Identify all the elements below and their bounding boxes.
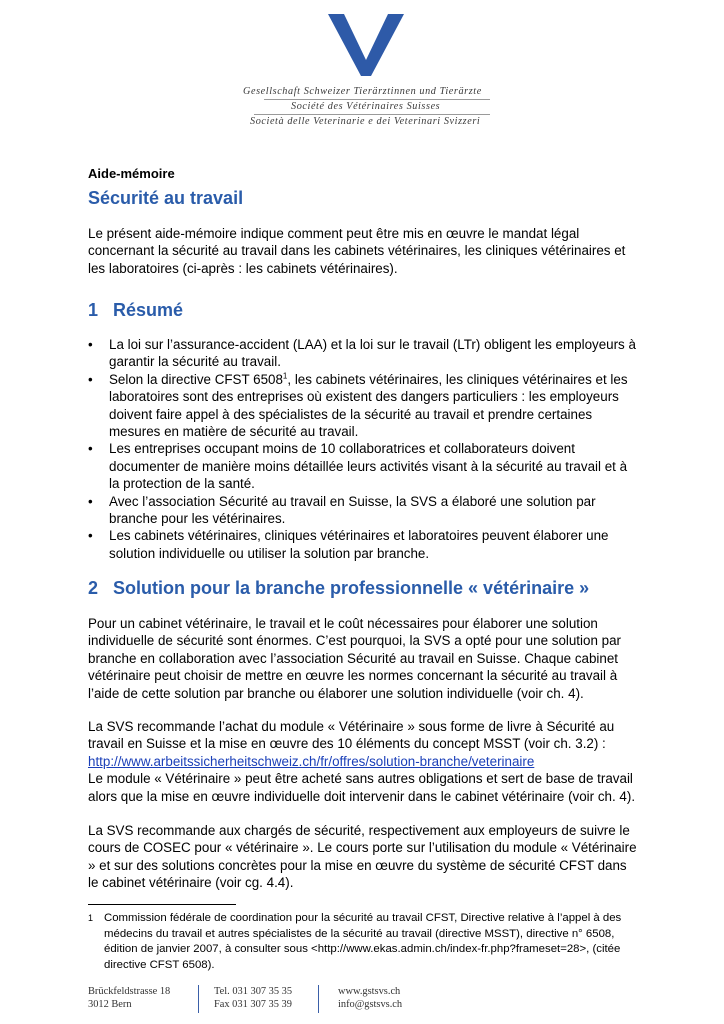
summary-list	[88, 336, 640, 562]
document-kicker: Aide-mémoire	[88, 166, 175, 181]
list-item: • La loi sur l’assurance-accident (LAA) et la loi sur le travail (LTr) obligent les employeurs à garantir la sécurité au travail.	[88, 337, 636, 370]
footnote-divider	[88, 904, 236, 905]
bullet-icon: •	[88, 371, 93, 387]
module-link[interactable]: http://www.arbeitssicherheitschweiz.ch/fr/offres/solution-branche/veterinaire	[88, 753, 535, 769]
section-heading-1	[88, 300, 183, 321]
bullet-icon: •	[88, 441, 93, 457]
bullet-icon: •	[88, 528, 93, 544]
bullet-icon: •	[88, 493, 93, 509]
intro-paragraph: Le présent aide-mémoire indique comment peut être mis en œuvre le mandat légal concernant la sécurité au travail dans les cabinets vétérinaires, les cliniques vétérinaires et les laboratoires (ci-après : les cabinets vétérinaires).	[88, 226, 626, 276]
list-item: • Avec l’association Sécurité au travail en Suisse, la SVS a élaboré une solution par branche pour les vétérinaires.	[88, 493, 596, 527]
association-name-de: Gesellschaft Schweizer Tierärztinnen und Tierärzte	[243, 86, 482, 97]
footer-divider	[198, 985, 199, 1013]
body-paragraph: Pour un cabinet vétérinaire, le travail et le coût nécessaires pour élaborer une solution individuelle de sécurité sont énormes. C’est pourquoi, la SVS a opté pour une solution par branche en collaboration avec l’association Sécurité au travail en Suisse. Chaque cabinet vétérinaire peut choisir de mettre en œuvre les normes concernant la sécurité au travail à l’aide de cette solution par branche ou élaborer une solution individuelle (voir ch. 4).	[88, 616, 621, 701]
list-item: • Les cabinets vétérinaires, cliniques vétérinaires et laboratoires peuvent élaborer une solution individuelle ou utiliser la solution par branche.	[88, 528, 609, 561]
footnote	[88, 911, 640, 973]
body-paragraph: La SVS recommande l’achat du module « Vétérinaire » sous forme de livre à Sécurité au travail en Suisse et la mise en œuvre des 10 éléments du concept MSST (voir ch. 3.2) : http://www.arbeitssicherheitschweiz.ch/fr/offres/solution-branche/veterinaire Le module « Vétérinaire » peut être acheté sans autres obligations et sert de base de travail alors que la mise en œuvre individuelle doit intervenir dans le cabinet vétérinaire (voir ch. 4).	[88, 719, 636, 804]
body-paragraph: La SVS recommande aux chargés de sécurité, respectivement aux employeurs de suivre le cours de COSEC pour « vétérinaire ». Le cours porte sur l’utilisation du module « Vétérinaire » et sur des solutions concrètes pour la mise en œuvre du système de sécurité CFST dans le cabinet vétérinaire (voir cg. 4.4).	[88, 823, 637, 891]
footnote-reference[interactable]: 1	[282, 371, 288, 381]
section-heading-2	[88, 578, 589, 599]
page-footer	[88, 985, 648, 1021]
association-name-fr: Société des Vétérinaires Suisses	[291, 101, 441, 112]
footer-web	[338, 985, 402, 1011]
list-item: • Les entreprises occupant moins de 10 collaboratrices et collaborateurs doivent documenter de manière moins détaillée leurs activités visant à la sécurité au travail et à la protection de la santé.	[88, 441, 628, 492]
section-title: Solution pour la branche professionnelle « vétérinaire »	[113, 578, 590, 598]
letterhead	[240, 14, 490, 130]
section-number: 2	[88, 578, 99, 598]
svs-logo-icon	[328, 14, 404, 76]
page-title: Sécurité au travail	[88, 188, 244, 208]
footer-phone: Tel. 031 307 35 35 Fax 031 307 35 39	[214, 986, 293, 1010]
footer-address: Brückfeldstrasse 18 3012 Bern	[88, 986, 171, 1010]
footnote-text: Commission fédérale de coordination pour la sécurité au travail CFST, Directive relative à l’appel à des médecins du travail et autres spécialistes de la sécurité au travail (directive MSST), directive n° 6508, édition de janvier 2007, à consulter sous <http://www.ekas.admin.ch/index-fr.php?frameset=28>, (citée directive CFST 6508).	[104, 912, 622, 971]
bullet-icon: •	[88, 337, 93, 352]
section-title: Résumé	[113, 300, 184, 320]
email-link[interactable]: info@gstsvs.ch	[338, 999, 403, 1010]
footnote-mark: 1	[88, 913, 94, 923]
association-name-it: Società delle Veterinarie e dei Veterinari Svizzeri	[250, 116, 481, 127]
section-number: 1	[88, 300, 99, 320]
list-item: • Selon la directive CFST 6508$^1$, les cabinets vétérinaires, les cliniques vétérinaires et les laboratoires sont des entreprises où existent des dangers particuliers : les employeurs doivent faire appel à des spécialistes de la sécurité au travail et prendre certaines mesures en matière de sécurité au travail.	[88, 371, 628, 440]
website-link[interactable]: www.gstsvs.ch	[338, 986, 401, 997]
footer-divider	[318, 985, 319, 1013]
